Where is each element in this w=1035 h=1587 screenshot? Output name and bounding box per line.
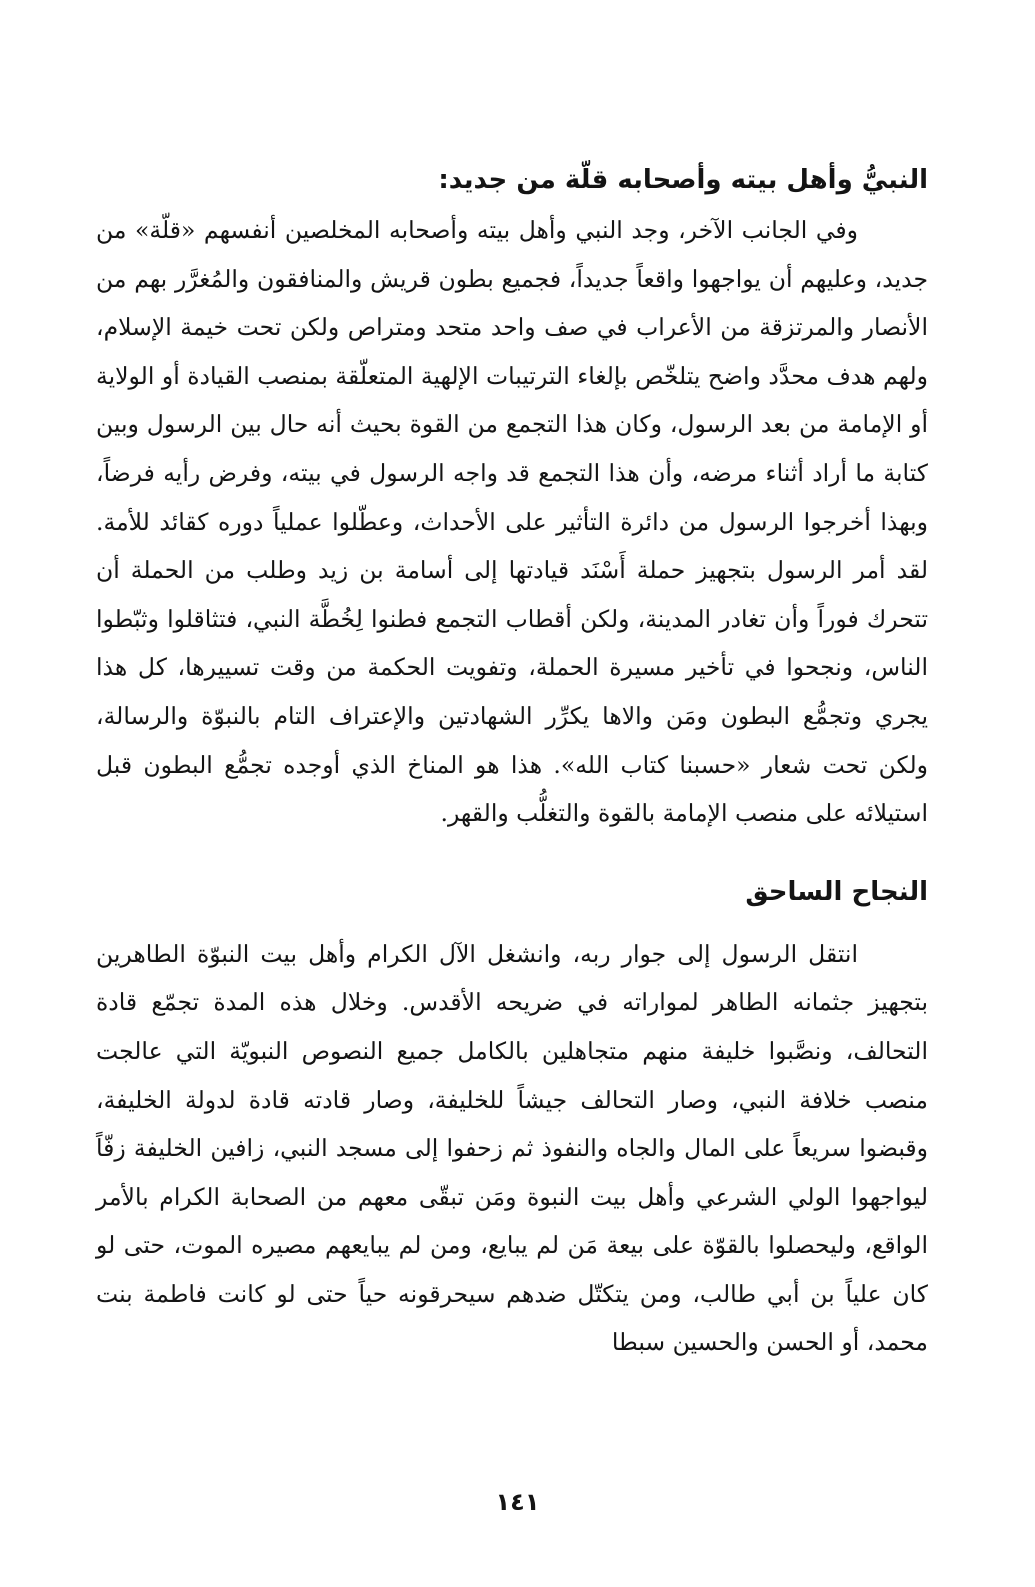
section-overwhelming-success	[96, 872, 928, 1367]
section-heading: النجاح الساحق	[745, 876, 928, 907]
section-paragraph: انتقل الرسول إلى جوار ربه، وانشغل الآل الكرام وأهل بيت النبوّة الطاهرين بتجهيز جثمانه الطاهر لمواراته في ضريحه الأقدس. وخلال هذه المدة تجمّع قادة التحالف، ونصَّبوا خليفة منهم متجاهلين بالكامل جميع النصوص النبويّة التي عالجت منصب خلافة النبي، وصار التحالف جيشاً للخليفة، وصار قادته قادة لدولة الخليفة، وقبضوا سريعاً على المال والجاه والنفوذ ثم زحفوا إلى مسجد النبي، زافين الخليفة زفّاً ليواجهوا الولي الشرعي وأهل بيت النبوة ومَن تبقّى معهم من الصحابة الكرام بالأمر الواقع، وليحصلوا بالقوّة على بيعة مَن لم يبايع، ومن لم يبايعهم مصيره الموت، حتى لو كان علياً بن أبي طالب، ومن يتكتّل ضدهم سيحرقونه حياً حتى لو كانت فاطمة بنت محمد، أو الحسن والحسين سبطا	[96, 939, 928, 1357]
page-number: ١٤١	[495, 1488, 540, 1516]
page-body	[96, 160, 928, 1367]
section-heading: النبيُّ وأهل بيته وأصحابه قلّة من جديد:	[438, 165, 928, 195]
section-paragraph: وفي الجانب الآخر، وجد النبي وأهل بيته وأصحابه المخلصين أنفسهم «قلّة» من جديد، وعليهم أن يواجهوا واقعاً جديداً، فجميع بطون قريش والمنافقون والمُغرَّر بهم من الأنصار والمرتزقة من الأعراب في صف واحد متحد ومتراص ولكن تحت خيمة الإسلام، ولهم هدف محدَّد واضح يتلخّص بإلغاء الترتيبات الإلهية المتعلّقة بمنصب القيادة أو الولاية أو الإمامة من بعد الرسول، وكان هذا التجمع من القوة بحيث أنه حال بين الرسول وبين كتابة ما أراد أثناء مرضه، وأن هذا التجمع قد واجه الرسول في بيته، وفرض رأيه فرضاً، وبهذا أخرجوا الرسول من دائرة التأثير على الأحداث، وعطّلوا عملياً دوره كقائد للأمة. لقد أمر الرسول بتجهيز حملة أَسْنَد قيادتها إلى أسامة بن زيد وطلب من الحملة أن تتحرك فوراً وأن تغادر المدينة، ولكن أقطاب التجمع فطنوا لِخُطَّة النبي، فتثاقلوا وثبّطوا الناس، ونجحوا في تأخير مسيرة الحملة، وتفويت الحكمة من وقت تسييرها، كل هذا يجري وتجمُّع البطون ومَن والاها يكرِّر الشهادتين والإعتراف التام بالنبوّة والرسالة، ولكن تحت شعار «حسبنا كتاب الله». هذا هو المناخ الذي أوجده تجمُّع البطون قبل استيلائه على منصب الإمامة بالقوة والتغلُّب والقهر.	[96, 216, 928, 828]
section-prophet-household	[96, 160, 928, 838]
